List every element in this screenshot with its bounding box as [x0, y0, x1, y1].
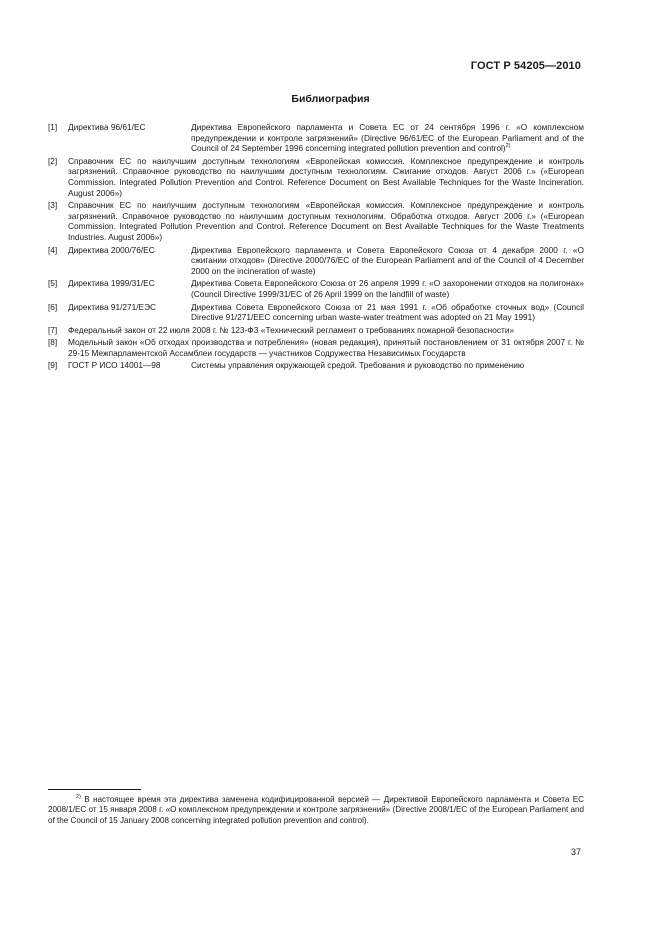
bibliography-entry [48, 122, 584, 154]
footnote-marker: 2) [76, 794, 81, 800]
footnote-divider [48, 789, 141, 790]
entry-number: [6] [48, 301, 58, 312]
entry-number: [2] [48, 155, 58, 166]
entry-description: Директива Европейского парламента и Совета ЕС от 24 сентября 1996 г. «О комплексном предупреждении и контроле загрязнений» (Directive 96/61/EC of the European Parliament and of the Council of 24 September 1996 concerning integrated pollution prevention and control) [191, 122, 584, 154]
entry-text: Директива Европейского парламента и Совета Европейского Союза от 4 декабря 2000 г. «О сжигании отходов» (Directive 2000/76/EC of the European Parliament and of the Council of 4 December 2000 on the incineration of waste) [191, 244, 584, 276]
entry-source: Директива 2000/76/ЕС [68, 244, 155, 255]
entry-source: Директива 96/61/EC [68, 122, 146, 132]
entry-text: Системы управления окружающей средой. Требования и руководство по применению [191, 360, 525, 371]
bibliography-entry [48, 245, 584, 277]
entry-number: [9] [48, 360, 58, 371]
bibliography-entry [48, 156, 584, 198]
bibliography-entry [48, 325, 584, 336]
entry-number: [4] [48, 244, 58, 255]
bibliography-entry [48, 302, 584, 323]
entry-text: Модельный закон «Об отходах производства и потребления» (новая редакция), принятый постановлением от 31 октября 2007 г. № 29-15 Межпарламентской Ассамблеи государств — участников Содружества Независимых Государств [68, 337, 584, 358]
bibliography-entry [48, 360, 584, 371]
entry-text: Директива Совета Европейского Союза от 21 мая 1991 г. «Об обработке сточных вод» (Council Directive 91/271/EEC concerning urban waste-water treatment was adopted on 21 May 1991) [191, 301, 584, 323]
entry-number: [8] [48, 337, 58, 348]
entry-source: Директива 1999/31/ЕС [68, 278, 155, 289]
entry-text: Федеральный закон от 22 июля 2008 г. № 123-ФЗ «Технический регламент о требованиях пожарной безопасности» [68, 324, 515, 335]
footnote-reference: 2) [505, 143, 511, 150]
entry-number: [7] [48, 324, 58, 335]
page-number: 37 [570, 847, 581, 857]
entry-text: Справочник ЕС по наилучшим доступным технологиям «Европейская комиссия. Комплексное предупреждение и контроль загрязнений. Справочное руководство по наилучшим доступным технологиям. Сжигание отходов. Август 2006 г.» («European Commission. Integrated Pollution Prevention and Control. Reference Document on Best Available Techniques for the Waste Incineration. August 2006») [68, 155, 584, 198]
entry-number: [5] [48, 278, 58, 289]
entry-text: Справочник ЕС по наилучшим доступным технологиям «Европейская комиссия. Комплексное предупреждение и контроль загрязнений. Справочное руководство по наилучшим доступным технологиям. Обработка отходов. Август 2006 г.» («European Commission. Integrated Pollution Prevention and Control. Reference Document on Best Available Techniques for the Waste Treatments Industries. August 2006») [68, 200, 584, 242]
bibliography-entry [48, 278, 584, 299]
footnote-text-block [48, 795, 584, 826]
entry-source: Директива 91/271/ЕЭС [68, 301, 157, 312]
bibliography-entry [48, 200, 584, 242]
entry-source: ГОСТ Р ИСО 14001—98 [68, 360, 161, 371]
entry-text [191, 122, 584, 154]
bibliography-entry [48, 337, 584, 358]
entry-text: Директива Совета Европейского Союза от 26 апреля 1999 г. «О захоронении отходов на полигонах» (Council Directive 1999/31/EC of 26 April 1999 on the landfill of waste) [191, 278, 584, 299]
document-id-header: ГОСТ Р 54205—2010 [470, 60, 581, 72]
entry-number: [1] [48, 122, 58, 132]
footnote-text: В настоящее время эта директива заменена кодифицированной версией — Директивой Европейского парламента и Совета ЕС 2008/1/ЕС от 15 января 2008 г. «О комплексном предупреждении и контроле загрязнений» (Directive 2008/1/EC of the European Parliament and of the Council of 15 January 2008 concerning integrated pollution prevention and control). [48, 795, 584, 825]
bibliography-title: Библиография [291, 93, 370, 105]
footnote [48, 795, 584, 826]
bibliography-list [48, 122, 584, 373]
entry-number: [3] [48, 200, 58, 211]
